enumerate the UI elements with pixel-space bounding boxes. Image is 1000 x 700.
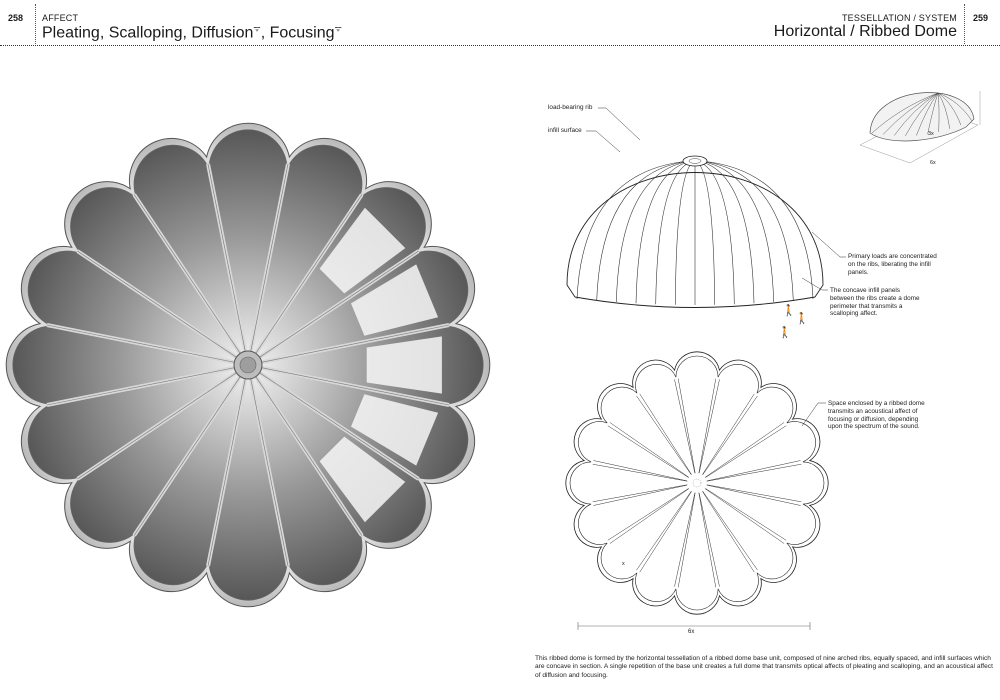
thumb-height-label: 3x [928,131,934,137]
note-space-enclosed: Space enclosed by a ribbed dome transmits an acoustical affect of focusing or diffusion, depending upon the spectrum of the sound. [828,400,925,431]
right-page-title: Horizontal / Ribbed Dome [773,23,957,40]
title-part-1: Pleating, Scalloping, Diffusion [42,24,254,42]
leader-lines [540,100,990,400]
left-kicker: AFFECT [42,13,79,23]
left-header-divider [35,4,36,44]
right-page-number: 259 [973,13,989,23]
thumb-width-label: 6x [930,160,936,166]
note-primary-loads: Primary loads are concentrated on the ribs, liberating the infill panels. [848,253,937,276]
note-concave-infill: The concave infill panels between the ribs create a dome perimeter that transmits a scalloping affect. [830,287,920,318]
person-figure-icon: 🚶 [795,313,809,325]
plan-dimension-line [578,620,818,634]
person-figure-icon: 🚶 [782,305,796,317]
right-header-divider [964,4,965,44]
header-rule [0,45,1000,46]
plan-dimension-label: 6x [688,629,695,635]
label-infill-surface: infill surface [548,127,582,134]
right-kicker: TESSELLATION / SYSTEM [841,13,957,23]
label-load-bearing-rib: load-bearing rib [548,104,593,111]
title-part-2: , Focusing [260,24,335,42]
left-page-title [42,23,342,42]
sound-wave-icon: ᯤ [334,24,342,33]
ribbed-dome-render [20,115,480,615]
sound-wave-icon: ᯤ [253,24,261,33]
left-page-number: 258 [8,13,24,23]
figure-caption: This ribbed dome is formed by the horizontal tessellation of a ribbed dome base unit, composed of nine arched ribs, equally spaced, and infill surfaces which are concave in section. A single repetition of the base unit creates a full dome that transmits optical affects of pleating and scalloping, and an acoustical affect of diffusion and focusing. [535,655,993,679]
dome-oculus-inner [240,357,256,373]
person-figure-icon: 🚶 [778,327,792,339]
plan-rib-label: x [622,561,625,567]
